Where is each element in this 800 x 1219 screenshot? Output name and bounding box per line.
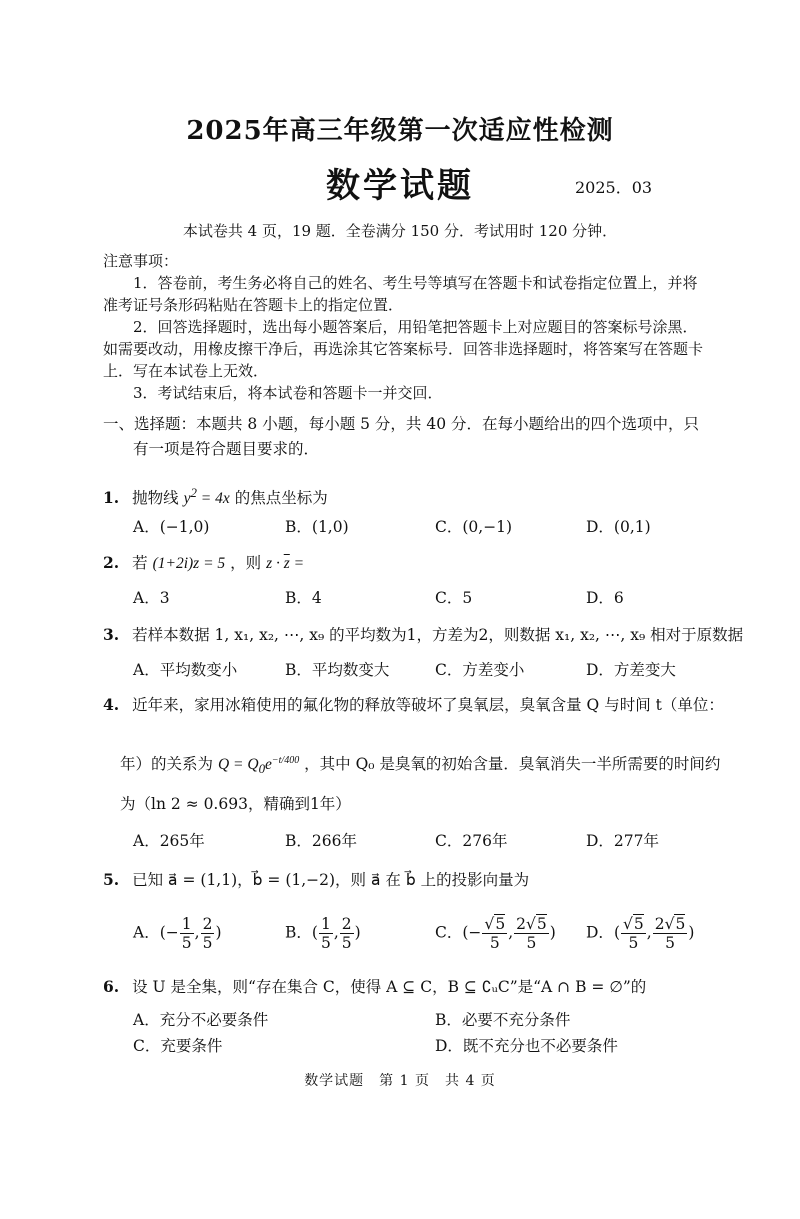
question-stem: ，其中 Q₀ 是臭氧的初始含量．臭氧消失一半所需要的时间约: [304, 755, 721, 774]
question-1: [103, 480, 723, 511]
question-number: 3.: [103, 625, 120, 644]
notes-heading: 注意事项：: [103, 252, 179, 270]
question-4: [103, 692, 723, 718]
subject-title: 数学试题: [326, 166, 474, 206]
note-item: 3．考试结束后，将本试卷和答题卡一并交回．: [133, 384, 443, 402]
option-d: D．既不充分也不必要条件: [435, 1037, 618, 1055]
formula-decay: $Q = Q_0e^{-t/400}$: [217, 755, 300, 777]
option-c: C．方差变小: [435, 661, 525, 679]
exam-intro: 本试卷共 4 页，19 题．全卷满分 150 分．考试用时 120 分钟．: [182, 222, 618, 240]
option-c: C．276年: [435, 832, 508, 850]
notes-block: [103, 250, 703, 404]
formula-parabola: $y^2 = 4x$: [183, 485, 230, 508]
question-stem: 年）的关系为: [120, 755, 214, 774]
option-d: D．方差变大: [586, 661, 676, 679]
option-label: A．: [133, 923, 160, 942]
note-item: 1．答卷前，考生务必将自己的姓名、考生号等填写在答题卡和试卷指定位置上，并将准考证号条形码粘贴在答题卡上的指定位置．: [103, 274, 698, 314]
question-stem: 设 U 是全集，则“存在集合 C，使得 A ⊆ C，B ⊆ ∁ᵤC”是“A ∩ B = ∅”的: [132, 978, 647, 996]
question-number: 1.: [103, 488, 120, 508]
option-c: C．(0,−1): [435, 518, 513, 536]
question-number: 6.: [103, 977, 120, 996]
option-d: D．6: [586, 589, 624, 607]
question-stem: 已知 a⃗ = (1,1)，b⃗ = (1,−2)，则 a⃗ 在 b⃗ 上的投影向量为: [132, 871, 530, 889]
formula-complex: (1+2i)z = 5: [152, 555, 226, 572]
question-stem: 近年来，家用冰箱使用的氟化物的释放等破坏了臭氧层，臭氧含量 Q 与时间 t（单位：: [132, 696, 724, 714]
question-3: [103, 622, 743, 648]
option-a: A．充分不必要条件: [133, 1011, 269, 1029]
option-a: A．3: [133, 589, 170, 607]
question-number: 5.: [103, 870, 120, 889]
option-d: D．(0,1): [586, 518, 651, 536]
page-footer: 数学试题 第 1 页 共 4 页: [304, 1073, 496, 1089]
option-a: A．(− $\frac{1}{5}$ , $\frac{2}{5}$ ): [133, 915, 222, 952]
option-c: C．充要条件: [133, 1037, 223, 1055]
option-b: B．必要不充分条件: [435, 1011, 571, 1029]
option-b: B．266年: [285, 832, 357, 850]
option-c: C．5: [435, 589, 473, 607]
question-stem: 的焦点坐标为: [234, 489, 328, 508]
question-5: [103, 867, 723, 893]
option-label: B．: [285, 923, 312, 942]
option-a: A．265年: [133, 832, 205, 850]
question-2: [103, 550, 723, 576]
exam-date: 2025．03: [575, 178, 653, 197]
option-b: B．4: [285, 589, 322, 607]
question-6: [103, 974, 723, 1000]
option-b: B．(1,0): [285, 518, 349, 536]
question-4-line2: [120, 748, 740, 781]
option-a: A．(−1,0): [133, 518, 210, 536]
option-d: D．( $\frac{√5}{5}$ , $\frac{2√5}{5}$ ): [586, 915, 695, 952]
option-c: C．(− $\frac{√5}{5}$ , $\frac{2√5}{5}$ ): [435, 915, 556, 952]
section-heading-text: 一、选择题：本题共 8 小题，每小题 5 分，共 40 分．在每小题给出的四个选项中，只有一项是符合题目要求的．: [103, 415, 700, 458]
question-stem: 抛物线: [132, 489, 179, 508]
question-number: 2.: [103, 553, 120, 572]
option-d: D．277年: [586, 832, 660, 850]
question-number: 4.: [103, 695, 120, 714]
question-stem: 若样本数据 1, x₁, x₂, ⋯, x₉ 的平均数为1，方差为2，则数据 x₁, x₂, ⋯, x₉ 相对于原数据: [132, 626, 744, 644]
question-4-line3: [120, 792, 740, 817]
option-label: C．: [435, 923, 463, 942]
option-b: B．( $\frac{1}{5}$ , $\frac{2}{5}$ ): [285, 915, 361, 952]
question-stem: 为（ln 2 ≈ 0.693，精确到1年）: [120, 795, 351, 813]
question-stem: ，则: [230, 554, 262, 572]
option-b: B．平均数变大: [285, 661, 390, 679]
formula-conjugate: $z \cdot \overline{z}$ =: [266, 555, 305, 572]
exam-title: 2025年高三年级第一次适应性检测: [186, 116, 614, 146]
question-stem: 若: [132, 554, 148, 572]
option-a: A．平均数变小: [133, 661, 238, 679]
note-item: 2．回答选择题时，选出每小题答案后，用铅笔把答题卡上对应题目的答案标号涂黑．如需要改动，用橡皮擦干净后，再选涂其它答案标号．回答非选择题时，将答案写在答题卡上．写在本试卷上无效．: [103, 318, 704, 380]
option-label: D．: [586, 923, 614, 942]
section-heading: [103, 412, 703, 462]
